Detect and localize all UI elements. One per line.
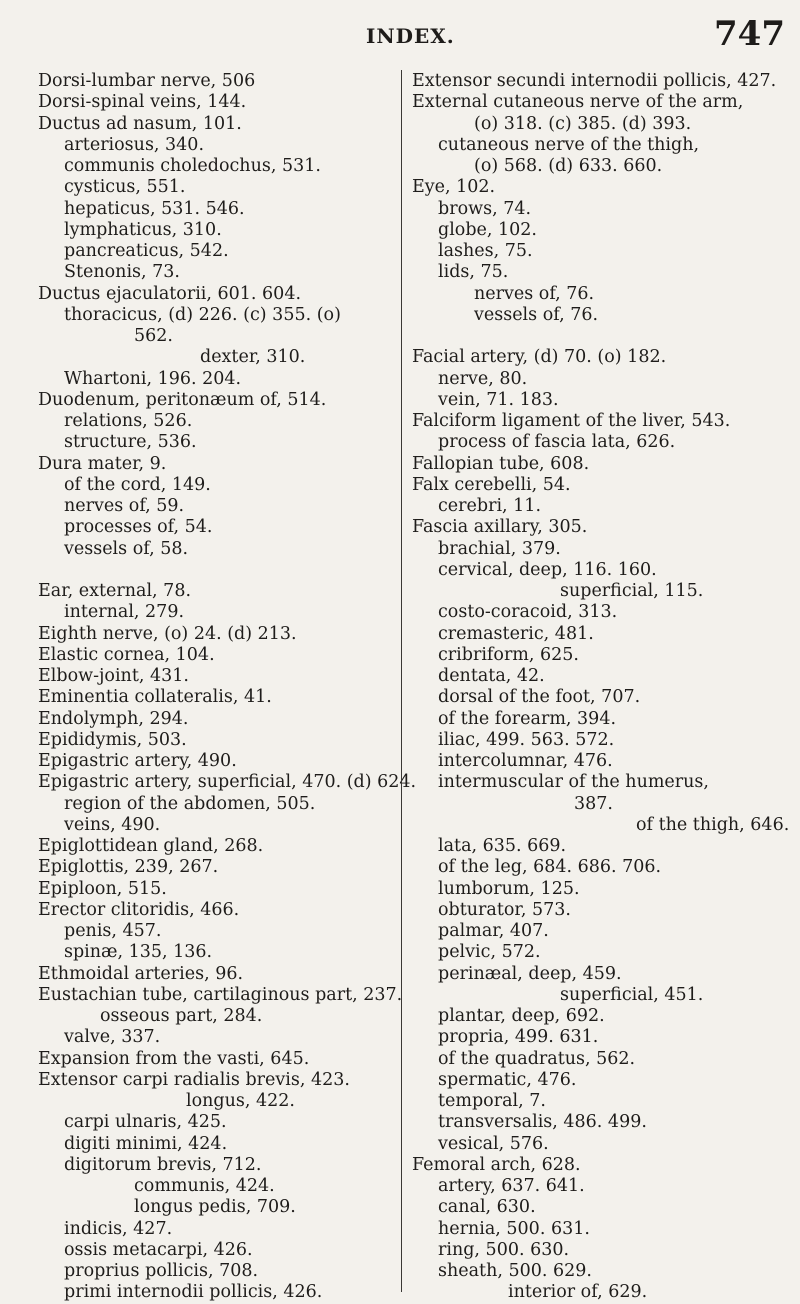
index-entry: cervical, deep, 116. 160. [438,559,657,580]
index-entry: superficial, 115. [560,581,704,601]
index-entry: Dorsi-spinal veins, 144. [38,92,247,113]
index-entry: Extensor carpi radialis brevis, 423. [38,1069,350,1090]
index-entry: palmar, 407. [438,921,549,941]
index-entry: nerve, 80. [438,368,528,389]
index-entry: process of fascia lata, 626. [438,432,676,453]
index-entry: carpi ulnaris, 425. [64,1112,227,1133]
running-title: INDEX. [366,24,455,48]
index-entry: cysticus, 551. [64,177,186,198]
index-entry: of the leg, 684. 686. 706. [438,857,662,878]
index-entry: vessels of, 58. [64,538,189,559]
index-entry: of the thigh, 646. [636,814,790,835]
section-gap [412,326,784,347]
index-entry: perinæal, deep, 459. [438,963,622,984]
index-entry: Duodenum, peritonæum of, 514. [38,389,327,410]
index-entry: of the quadratus, 562. [438,1048,636,1069]
index-entry: nerves of, 59. [64,496,185,516]
index-entry: longus, 422. [186,1091,295,1111]
index-entry: 562. [134,326,173,346]
index-entry: Extensor secundi internodii pollicis, 427. [412,71,777,91]
index-entry: artery, 637. 641. [438,1176,585,1196]
index-entry: globe, 102. [438,219,537,240]
index-entry: primi internodii pollicis, 426. [64,1282,323,1303]
index-entry: dexter, 310. [200,347,306,368]
index-entry: of the forearm, 394. [438,708,617,729]
index-entry: vessels of, 76. [474,304,599,325]
index-entry: obturator, 573. [438,899,571,920]
index-entry: intercolumnar, 476. [438,751,613,771]
index-entry: communis choledochus, 531. [64,156,321,176]
index-entry: lumborum, 125. [438,878,580,899]
column-divider [401,70,402,1292]
index-entry: sheath, 500. 629. [438,1261,592,1281]
index-entry: vesical, 576. [438,1133,549,1154]
index-entry: Eminentia collateralis, 41. [38,687,272,708]
index-entry: ossis metacarpi, 426. [64,1239,253,1260]
index-entry: Ductus ad nasum, 101. [38,113,242,134]
right-index-column [412,71,790,1304]
index-entry: Dura mater, 9. [38,453,167,474]
index-entry: internal, 279. [64,602,185,623]
index-entry: Expansion from the vasti, 645. [38,1048,310,1069]
index-entry: Falx cerebelli, 54. [412,474,571,495]
index-entry: Femoral arch, 628. [412,1154,581,1175]
index-entry: digiti minimi, 424. [64,1133,228,1154]
index-entry: Epididymis, 503. [38,729,187,750]
index-entry: arteriosus, 340. [64,134,205,155]
left-index-column [38,71,417,1304]
index-entry: iliac, 499. 563. 572. [438,729,615,750]
page-number: 747 [714,14,785,54]
index-entry: cribriform, 625. [438,644,579,665]
index-entry: Erector clitoridis, 466. [38,899,240,920]
index-entry: thoracicus, (d) 226. (c) 355. (o) [64,304,341,325]
index-entry: 387. [574,793,613,814]
index-entry: lids, 75. [438,262,509,283]
index-entry: dentata, 42. [438,666,545,686]
index-entry: Fascia axillary, 305. [412,517,588,538]
index-entry: Epiglottis, 239, 267. [38,857,219,878]
index-entry: costo-coracoid, 313. [438,602,618,623]
index-entry: Eighth nerve, (o) 24. (d) 213. [38,623,297,644]
index-entry: Ductus ejaculatorii, 601. 604. [38,283,302,304]
index-entry: valve, 337. [64,1027,161,1048]
index-entry: digitorum brevis, 712. [64,1154,262,1175]
index-entry: proprius pollicis, 708. [64,1261,259,1281]
index-entry: (o) 568. (d) 633. 660. [474,156,663,176]
index-entry: temporal, 7. [438,1091,546,1111]
index-entry: nerves of, 76. [474,283,595,304]
index-entry: spinæ, 135, 136. [64,942,213,963]
index-entry: dorsal of the foot, 707. [438,687,641,708]
index-entry: veins, 490. [64,814,161,835]
index-entry: penis, 457. [64,921,162,941]
index-entry: ring, 500. 630. [438,1239,570,1260]
index-entry: plantar, deep, 692. [438,1006,605,1026]
index-entry: Dorsi-lumbar nerve, 506 [38,71,256,91]
index-entry: Falciform ligament of the liver, 543. [412,411,731,431]
index-entry: osseous part, 284. [100,1006,263,1026]
index-entry: Stenonis, 73. [64,262,180,283]
index-entry: brows, 74. [438,198,532,219]
index-entry: Whartoni, 196. 204. [64,368,242,389]
index-entry: cerebri, 11. [438,496,542,516]
index-entry: Epigastric artery, 490. [38,751,237,771]
index-entry: Facial artery, (d) 70. (o) 182. [412,347,667,368]
index-entry: superficial, 451. [560,984,704,1005]
index-entry: Elastic cornea, 104. [38,644,215,665]
index-entry: processes of, 54. [64,517,213,538]
index-entry: propria, 499. 631. [438,1027,599,1048]
index-entry: Eye, 102. [412,177,496,198]
index-entry: longus pedis, 709. [134,1197,296,1218]
index-entry: lashes, 75. [438,241,533,261]
index-entry: vein, 71. 183. [438,389,559,410]
index-entry: hernia, 500. 631. [438,1218,590,1239]
index-entry: of the cord, 149. [64,474,211,495]
index-entry: intermuscular of the humerus, [438,772,709,793]
index-entry: communis, 424. [134,1176,275,1196]
index-entry: lymphaticus, 310. [64,219,222,240]
index-entry: pancreaticus, 542. [64,241,229,261]
index-entry: Endolymph, 294. [38,708,189,729]
index-entry: structure, 536. [64,432,197,453]
index-entry: pelvic, 572. [438,942,541,963]
index-entry: Eustachian tube, cartilaginous part, 237. [38,984,403,1005]
index-entry: Epigastric artery, superficial, 470. (d) 624. [38,772,417,793]
index-entry: relations, 526. [64,411,193,431]
index-entry: region of the abdomen, 505. [64,793,316,814]
index-entry: (o) 318. (c) 385. (d) 393. [474,113,692,134]
index-entry: Ear, external, 78. [38,581,192,601]
index-entry: canal, 630. [438,1197,536,1218]
index-entry: lata, 635. 669. [438,836,567,856]
index-entry: interior of, 629. [508,1282,648,1303]
index-entry: cremasteric, 481. [438,623,594,644]
index-entry: Epiploon, 515. [38,878,167,899]
index-entry: cutaneous nerve of the thigh, [438,134,700,155]
index-entry: indicis, 427. [64,1218,173,1239]
index-entry: Fallopian tube, 608. [412,453,590,474]
index-entry: Epiglottidean gland, 268. [38,836,264,856]
index-entry: spermatic, 476. [438,1069,577,1090]
index-entry: transversalis, 486. 499. [438,1112,647,1133]
index-entry: brachial, 379. [438,538,561,559]
section-gap [38,560,398,581]
index-entry: hepaticus, 531. 546. [64,198,245,219]
index-entry: Ethmoidal arteries, 96. [38,963,244,984]
index-entry: Elbow-joint, 431. [38,666,189,686]
index-entry: External cutaneous nerve of the arm, [412,92,744,113]
